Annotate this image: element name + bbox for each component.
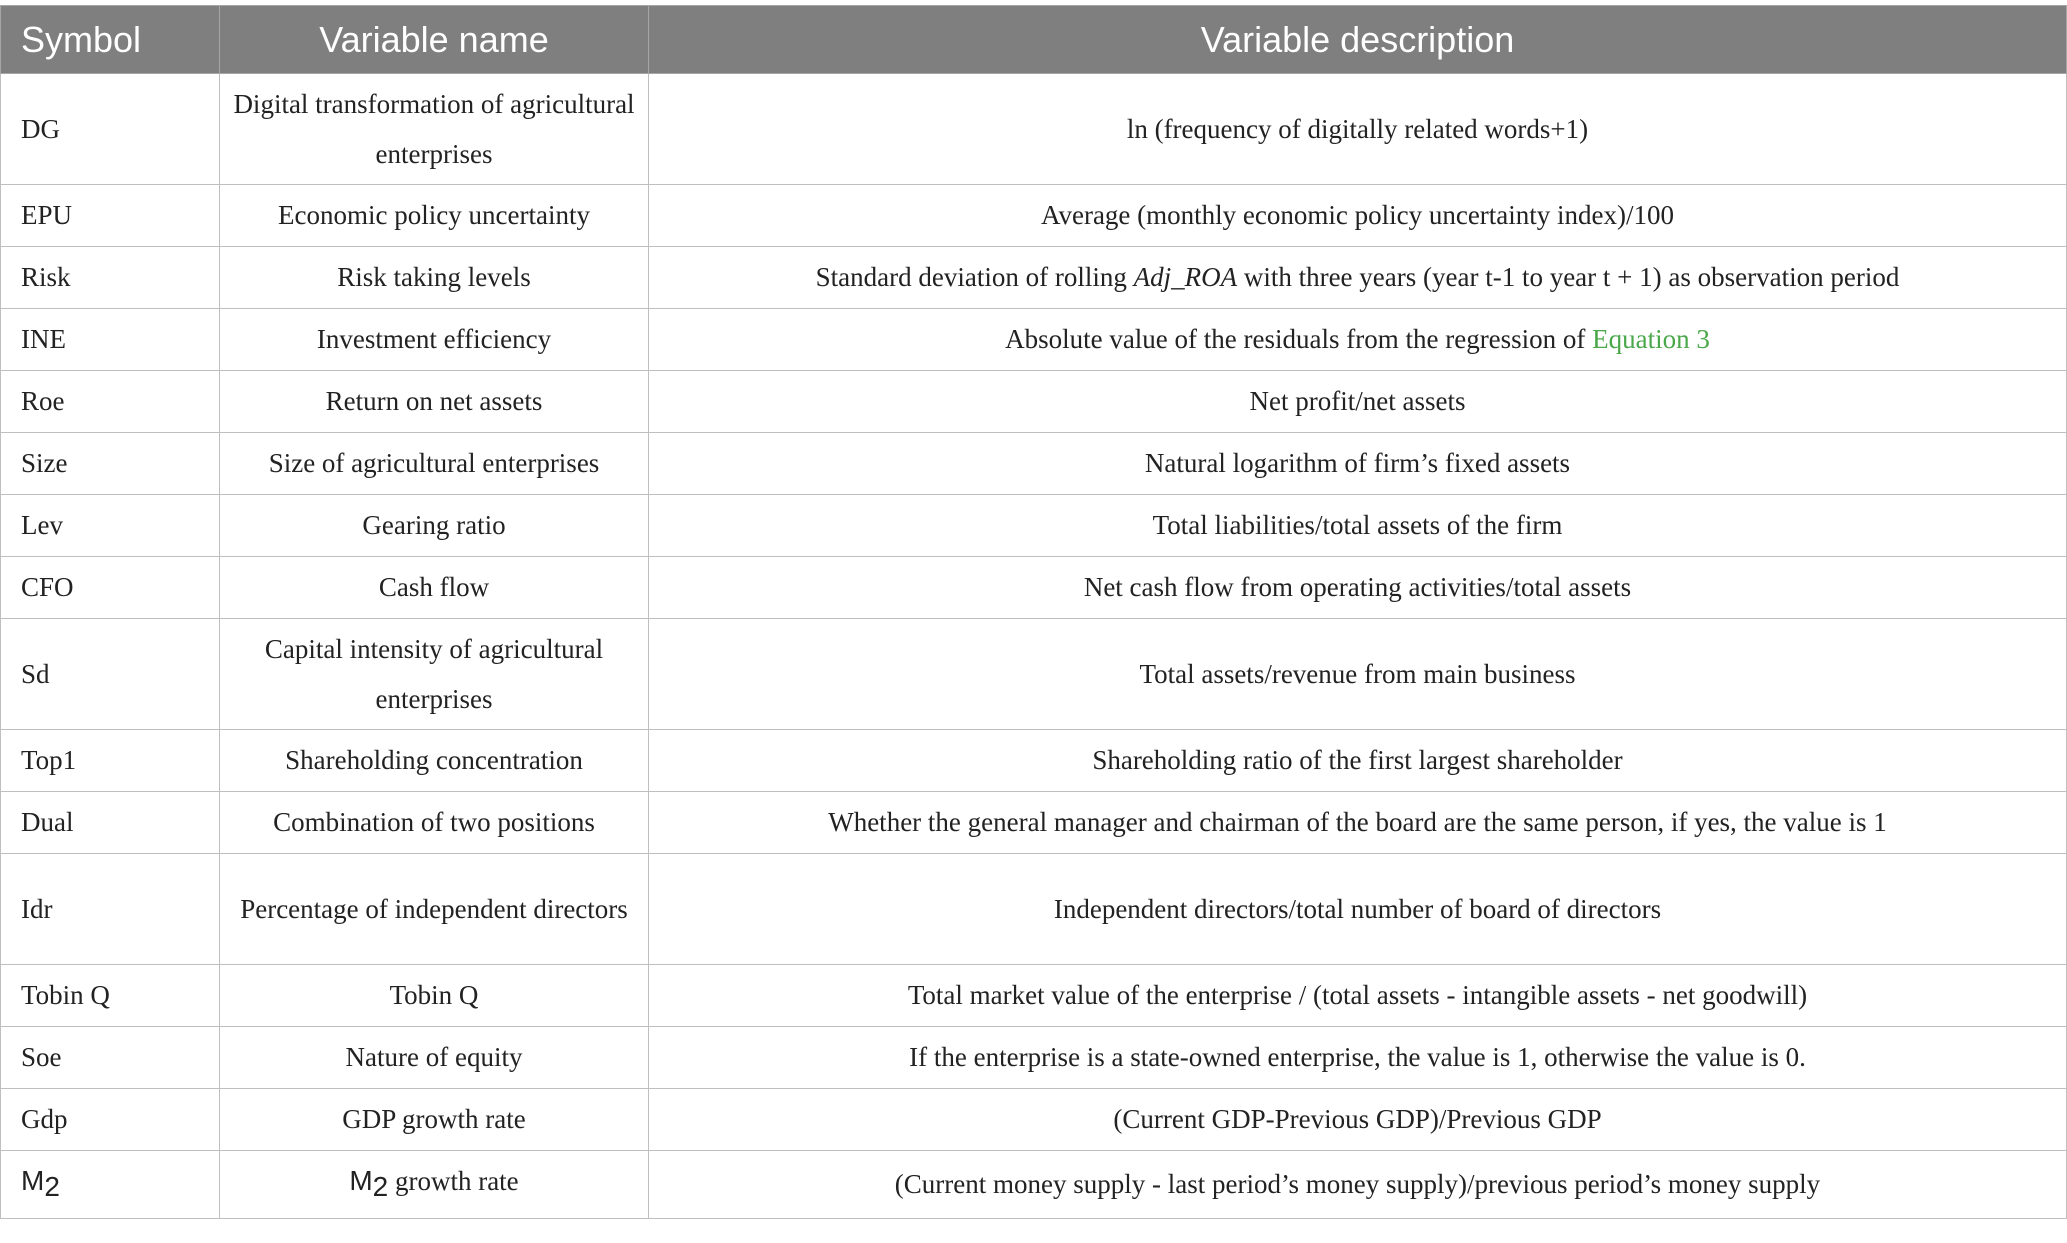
m2-symbol-base: M [21,1165,45,1196]
table-row [1,619,2067,730]
table-row [1,730,2067,792]
cell-symbol: Idr [1,854,220,965]
m2-name-base: M [349,1165,373,1196]
table-row [1,495,2067,557]
cell-symbol: Gdp [1,1089,220,1151]
cell-symbol: Lev [1,495,220,557]
cell-name: Capital intensity of agricultural enterprises [220,619,649,730]
table-row [1,965,2067,1027]
table-row [1,854,2067,965]
cell-description: Average (monthly economic policy uncertainty index)/100 [649,185,2067,247]
adj-roa-term: Adj_ROA [1133,262,1238,292]
cell-symbol: Tobin Q [1,965,220,1027]
cell-description: Total market value of the enterprise / (total assets - intangible assets - net goodwill) [649,965,2067,1027]
cell-symbol: Soe [1,1027,220,1089]
cell-name: Nature of equity [220,1027,649,1089]
cell-symbol [1,1151,220,1219]
table-row [1,1089,2067,1151]
cell-description [649,247,2067,309]
cell-name: Tobin Q [220,965,649,1027]
cell-symbol: Size [1,433,220,495]
table-row [1,433,2067,495]
table-row [1,74,2067,185]
m2-symbol [21,1165,60,1202]
m2-name-symbol [349,1165,389,1202]
cell-name: Investment efficiency [220,309,649,371]
table-row [1,309,2067,371]
cell-description: ln (frequency of digitally related words+1) [649,74,2067,185]
cell-description: Independent directors/total number of board of directors [649,854,2067,965]
table-row [1,247,2067,309]
variable-definitions-table [0,5,2067,1219]
cell-symbol: DG [1,74,220,185]
cell-symbol: Risk [1,247,220,309]
table-row [1,185,2067,247]
cell-name: Cash flow [220,557,649,619]
cell-description: Natural logarithm of firm’s fixed assets [649,433,2067,495]
cell-description: Shareholding ratio of the first largest shareholder [649,730,2067,792]
cell-name: Shareholding concentration [220,730,649,792]
cell-description: (Current money supply - last period’s money supply)/previous period’s money supply [649,1151,2067,1219]
cell-name: Percentage of independent directors [220,854,649,965]
cell-description [649,309,2067,371]
cell-name [220,1151,649,1219]
cell-description: If the enterprise is a state-owned enterprise, the value is 1, otherwise the value is 0. [649,1027,2067,1089]
cell-symbol: Top1 [1,730,220,792]
description-text: Absolute value of the residuals from the regression of [1005,324,1593,354]
variable-table-container [0,5,2066,1219]
cell-symbol: EPU [1,185,220,247]
equation-3-link[interactable]: Equation 3 [1592,324,1710,354]
table-row [1,1151,2067,1219]
cell-description: Net cash flow from operating activities/total assets [649,557,2067,619]
cell-description: Net profit/net assets [649,371,2067,433]
cell-name: Gearing ratio [220,495,649,557]
m2-name-subscript: 2 [372,1171,389,1202]
table-header-row [1,6,2067,74]
header-variable-description: Variable description [649,6,2067,74]
table-row [1,371,2067,433]
header-variable-name: Variable name [220,6,649,74]
cell-name: Economic policy uncertainty [220,185,649,247]
cell-name: Return on net assets [220,371,649,433]
cell-name: Digital transformation of agricultural enterprises [220,74,649,185]
m2-name-rest: growth rate [388,1166,519,1196]
description-text: with three years (year t-1 to year t + 1) as observation period [1237,262,1900,292]
table-row [1,557,2067,619]
description-text: Standard deviation of rolling [815,262,1134,292]
cell-symbol: Sd [1,619,220,730]
cell-description: Total assets/revenue from main business [649,619,2067,730]
cell-description: (Current GDP-Previous GDP)/Previous GDP [649,1089,2067,1151]
cell-description: Total liabilities/total assets of the firm [649,495,2067,557]
cell-symbol: Dual [1,792,220,854]
cell-name: GDP growth rate [220,1089,649,1151]
cell-name: Size of agricultural enterprises [220,433,649,495]
cell-name: Risk taking levels [220,247,649,309]
cell-symbol: INE [1,309,220,371]
cell-description: Whether the general manager and chairman of the board are the same person, if yes, the value is 1 [649,792,2067,854]
table-row [1,792,2067,854]
cell-symbol: CFO [1,557,220,619]
cell-symbol: Roe [1,371,220,433]
table-row [1,1027,2067,1089]
m2-symbol-subscript: 2 [44,1171,60,1202]
header-symbol: Symbol [1,6,220,74]
cell-name: Combination of two positions [220,792,649,854]
